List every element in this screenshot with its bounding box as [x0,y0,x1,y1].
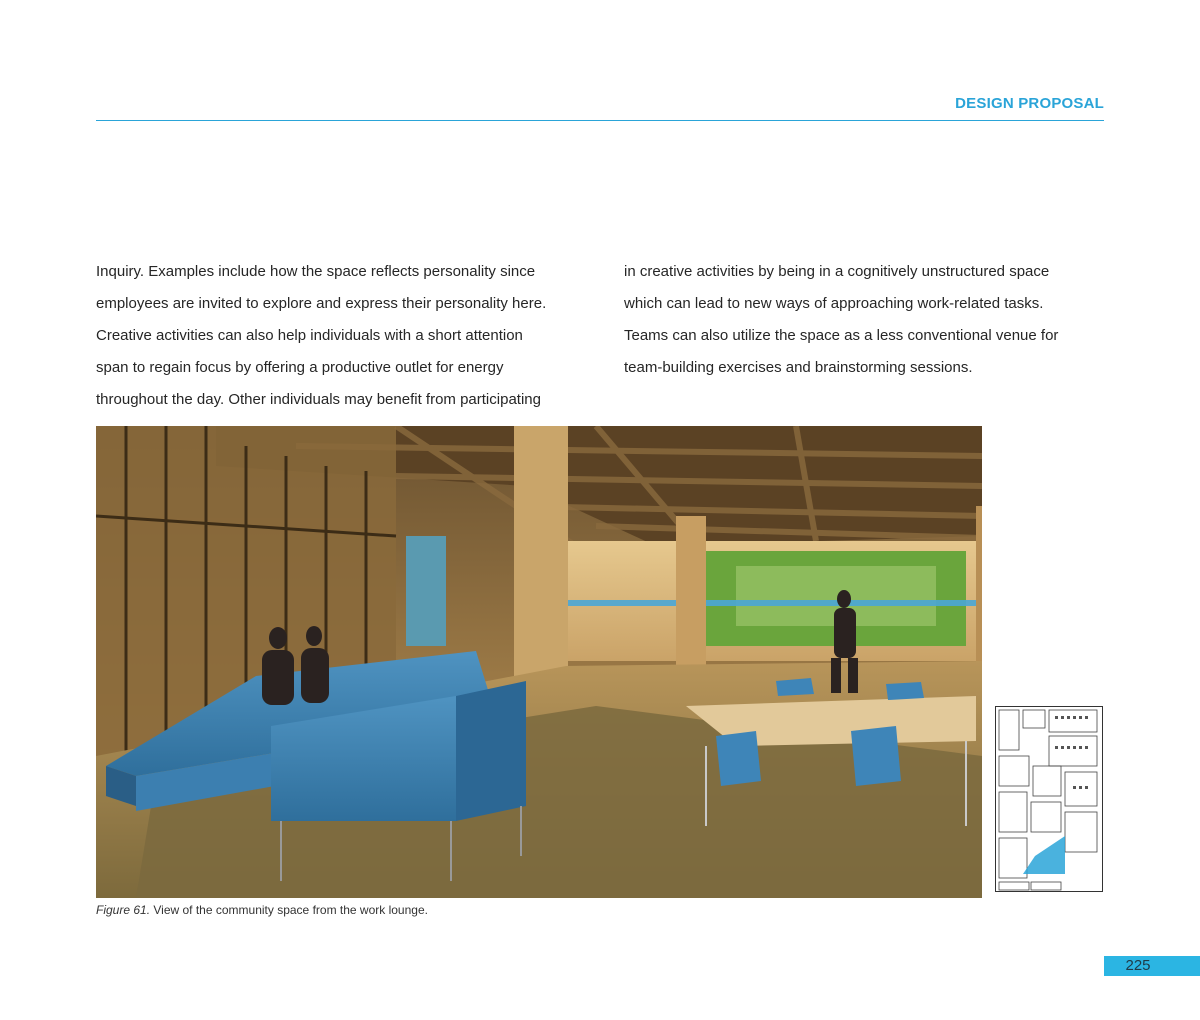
body-line: Creative activities can also help individuals with a short attention [96,327,523,344]
page-number: 225 [1125,957,1151,974]
figure-caption-text: View of the community space from the work lounge. [153,903,428,917]
body-line: Teams can also utilize the space as a less conventional venue for [624,327,1059,344]
body-line: Inquiry. Examples include how the space reflects personality since [96,263,536,280]
figure-label: Figure 61. [96,903,151,917]
body-line: throughout the day. Other individuals may benefit from participating [96,391,541,408]
header-rule [96,120,1104,121]
body-line: team-building exercises and brainstorming sessions. [624,359,973,376]
body-column-right [624,256,1104,384]
floor-plan-key [995,706,1103,892]
body-column-left [96,256,576,416]
page-number-tab [1104,956,1200,976]
body-line: span to regain focus by offering a productive outlet for energy [96,359,504,376]
body-line: in creative activities by being in a cognitively unstructured space [624,263,1050,280]
figure-caption [96,903,428,917]
body-line: which can lead to new ways of approaching work-related tasks. [624,295,1044,312]
section-title: DESIGN PROPOSAL [955,95,1104,112]
body-line: employees are invited to explore and express their personality here. [96,295,547,312]
community-space-rendering [96,426,982,898]
